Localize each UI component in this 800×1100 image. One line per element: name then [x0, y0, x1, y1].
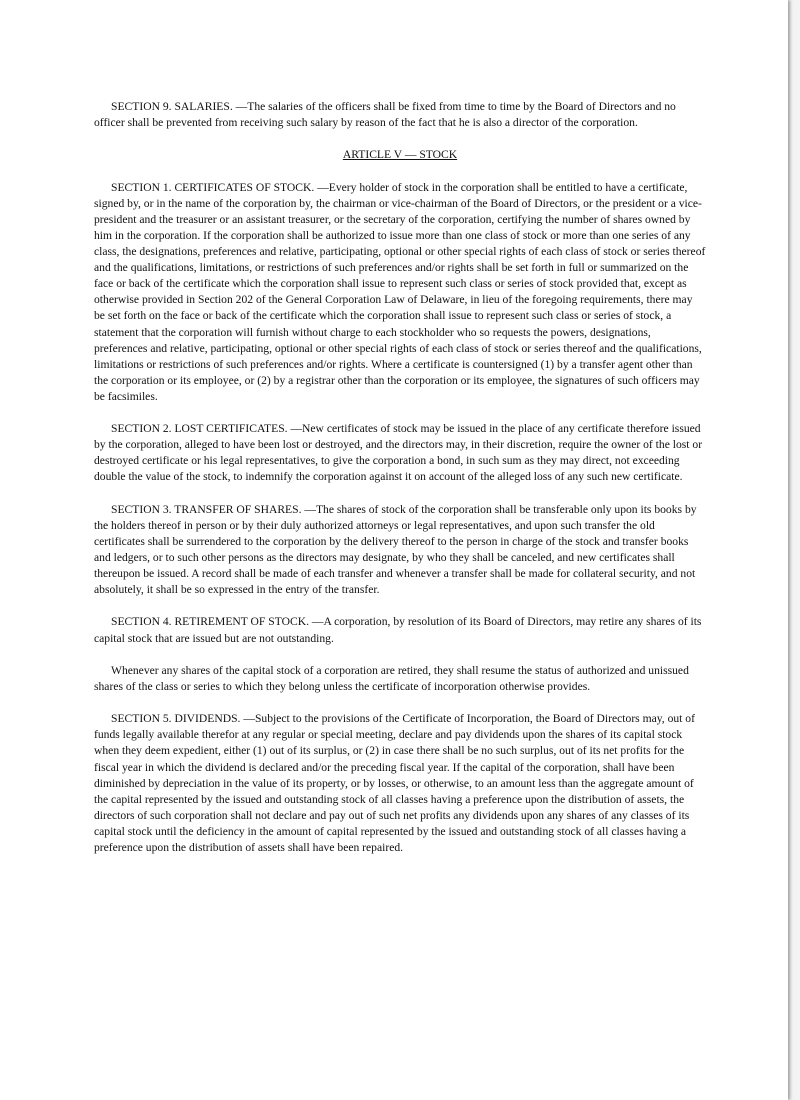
retired-shares-status: Whenever any shares of the capital stock of a corporation are retired, they shall resume the status of authorized and unissued shares of the class or series to which they belong unless the certificate of incorporation otherwise provides. [94, 663, 689, 693]
section-3-transfer-of-shares: SECTION 3. TRANSFER OF SHARES. —The shares of stock of the corporation shall be transferable only upon its books by the holders thereof in person or by their duly authorized attorneys or legal representatives, and upon such transfer the old certificates shall be surrendered to the corporation by the delivery thereof to the person in charge of the stock and transfer books and ledgers, or to such other persons as the directors may designate, by who they shall be canceled, and new certificates shall thereupon be issued. A record shall be made of each transfer and whenever a transfer shall be made for collateral security, and not absolutely, it shall be so expressed in the entry of the transfer. [94, 502, 697, 597]
article-v-heading: ARTICLE V — STOCK [342, 148, 458, 162]
section-4-retirement-of-stock: SECTION 4. RETIREMENT OF STOCK. —A corporation, by resolution of its Board of Directors, may retire any shares of its capital stock that are issued but are not outstanding. [94, 615, 702, 645]
section-2-lost-certificates: SECTION 2. LOST CERTIFICATES. —New certificates of stock may be issued in the place of any certificate therefore issued by the corporation, alleged to have been lost or destroyed, and the directors may, in their discretion, require the owner of the lost or destroyed certificate or his legal representatives, to give the corporation a bond, in such sum as they may direct, not exceeding double the value of the stock, to indemnify the corporation against it on account of the alleged loss of any such new certificate. [94, 422, 703, 484]
section-1-certificates: SECTION 1. CERTIFICATES OF STOCK. —Every holder of stock in the corporation shall be entitled to have a certificate, signed by, or in the name of the corporation by, the chairman or vice-chairman of the Board of Directors, or the president or a vice-president and the treasurer or an assistant treasurer, or the secretary of the corporation, certifying the number of shares owned by him in the corporation. If the corporation shall be authorized to issue more than one class of stock or more than one series of any class, the designations, preferences and relative, participating, optional or other special rights of each class of stock or series thereof and the qualifications, limitations, or restrictions of such preferences and/or rights shall be set forth in full or summarized on the face or back of the certificate which the corporation shall issue to represent such class or series of stock provided that, except as otherwise provided in Section 202 of the General Corporation Law of Delaware, in lieu of the foregoing requirements, there may be set forth on the face or back of the certificate which the corporation shall issue to represent such class or series of stock, a statement that the corporation will furnish without charge to each stockholder who so requests the powers, designations, preferences and relative, participating, optional or other special rights of each class of stock or series thereof and the qualifications, limitations or restrictions of such preferences and/or rights. Where a certificate is countersigned (1) by a transfer agent other than the corporation or its employee, or (2) by a registrar other than the corporation or its employee, the signatures of such officers may be facsimiles. [94, 180, 706, 403]
section-9-salaries: SECTION 9. SALARIES. —The salaries of the officers shall be fixed from time to time by the Board of Directors and no officer shall be prevented from receiving such salary by reason of the fact that he is also a director of the corporation. [94, 100, 676, 130]
page-body [94, 99, 706, 872]
section-5-dividends: SECTION 5. DIVIDENDS. —Subject to the provisions of the Certificate of Incorporation, the Board of Directors may, out of funds legally available therefor at any regular or special meeting, declare and pay dividends upon the shares of its capital stock when they deem expedient, either (1) out of its surplus, or (2) in case there shall be no such surplus, out of its net profits for the fiscal year in which the dividend is declared and/or the preceding fiscal year. If the capital of the corporation, shall have been diminished by depreciation in the value of its property, or by losses, or otherwise, to an amount less than the aggregate amount of the capital represented by the issued and outstanding stock of all classes having a preference upon the distribution of assets, the directors of such corporation shall not declare and pay out of such net profits any dividends upon any shares of any classes of its capital stock until the deficiency in the amount of capital represented by the issued and outstanding stock of all classes having a preference upon the distribution of assets shall have been repaired. [94, 712, 695, 854]
